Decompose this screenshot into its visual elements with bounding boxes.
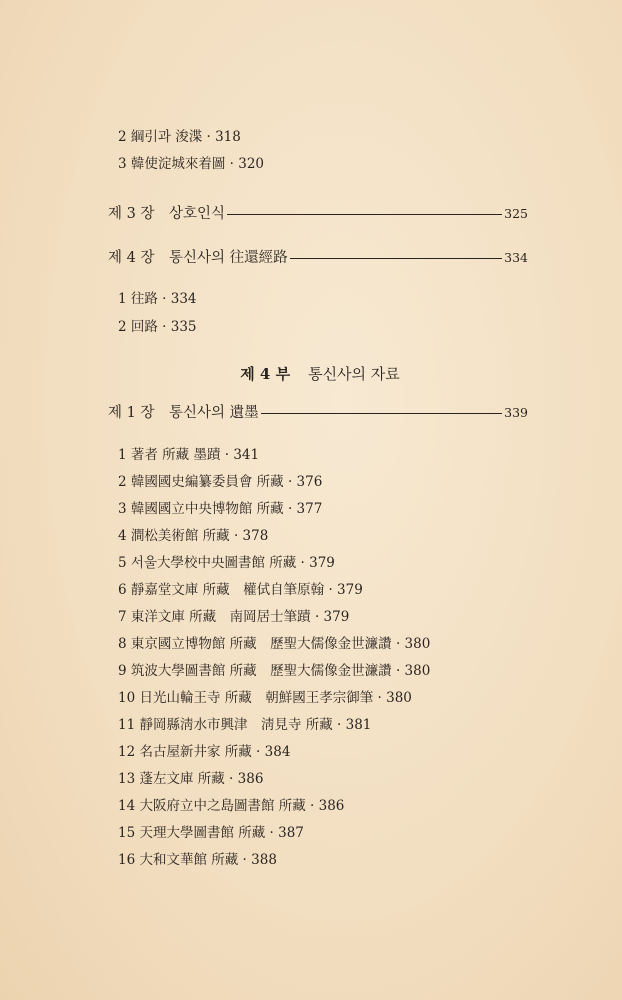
- chapter-heading: [108, 248, 528, 268]
- toc-entry: 1 往路 · 334: [118, 291, 197, 307]
- chapter-heading: [108, 204, 528, 224]
- toc-entry: 13 蓬左文庫 所藏 · 386: [118, 771, 264, 787]
- toc-entry: 14 大阪府立中之島圖書館 所藏 · 386: [118, 798, 345, 814]
- toc-entry: 2 回路 · 335: [118, 319, 197, 335]
- toc-entry: 8 東京國立博物館 所藏 歷聖大儒像金世濂讚 · 380: [118, 636, 431, 652]
- chapter-label: 제 4 장 통신사의 往還經路: [108, 250, 288, 266]
- toc-entry: 9 筑波大學圖書館 所藏 歷聖大儒像金世濂讚 · 380: [118, 663, 431, 679]
- toc-entry: 7 東洋文庫 所藏 南岡居士筆蹟 · 379: [118, 609, 350, 625]
- toc-entry: 10 日光山輪王寺 所藏 朝鮮國王孝宗御筆 · 380: [118, 690, 412, 706]
- toc-entry: 15 天理大學圖書館 所藏 · 387: [118, 825, 304, 841]
- chapter-page: 334: [504, 250, 528, 265]
- chapter-label: 제 3 장 상호인식: [108, 206, 225, 222]
- toc-entry: 6 靜嘉堂文庫 所藏 權侙自筆原翰 · 379: [118, 582, 363, 598]
- leader-rule: [290, 258, 503, 259]
- toc-entry: 16 大和文華館 所藏 · 388: [118, 852, 277, 868]
- chapter-label: 제 1 장 통신사의 遺墨: [108, 405, 259, 421]
- chapter-heading: [108, 403, 528, 423]
- part-title: 통신사의 자료: [308, 365, 400, 383]
- toc-entry: 11 靜岡縣淸水市興津 淸見寺 所藏 · 381: [118, 717, 372, 733]
- leader-rule: [227, 214, 502, 215]
- toc-entry: 5 서울大學校中央圖書館 所藏 · 379: [118, 555, 335, 571]
- toc-entry: 2 綱引과 浚渫 · 318: [118, 129, 241, 145]
- toc-entry: 12 名古屋新井家 所藏 · 384: [118, 744, 291, 760]
- toc-entry: 3 韓使淀城來着圖 · 320: [118, 156, 265, 172]
- chapter-page: 325: [504, 206, 528, 221]
- toc-entry: 2 韓國國史編纂委員會 所藏 · 376: [118, 474, 323, 490]
- part-heading: [0, 364, 622, 384]
- part-label: 제 4 부: [240, 365, 291, 383]
- leader-rule: [261, 413, 503, 414]
- toc-entry: 1 著者 所藏 墨蹟 · 341: [118, 447, 260, 463]
- toc-entry: 4 澗松美術館 所藏 · 378: [118, 528, 269, 544]
- toc-entry: 3 韓國國立中央博物館 所藏 · 377: [118, 501, 323, 517]
- chapter-page: 339: [504, 405, 528, 420]
